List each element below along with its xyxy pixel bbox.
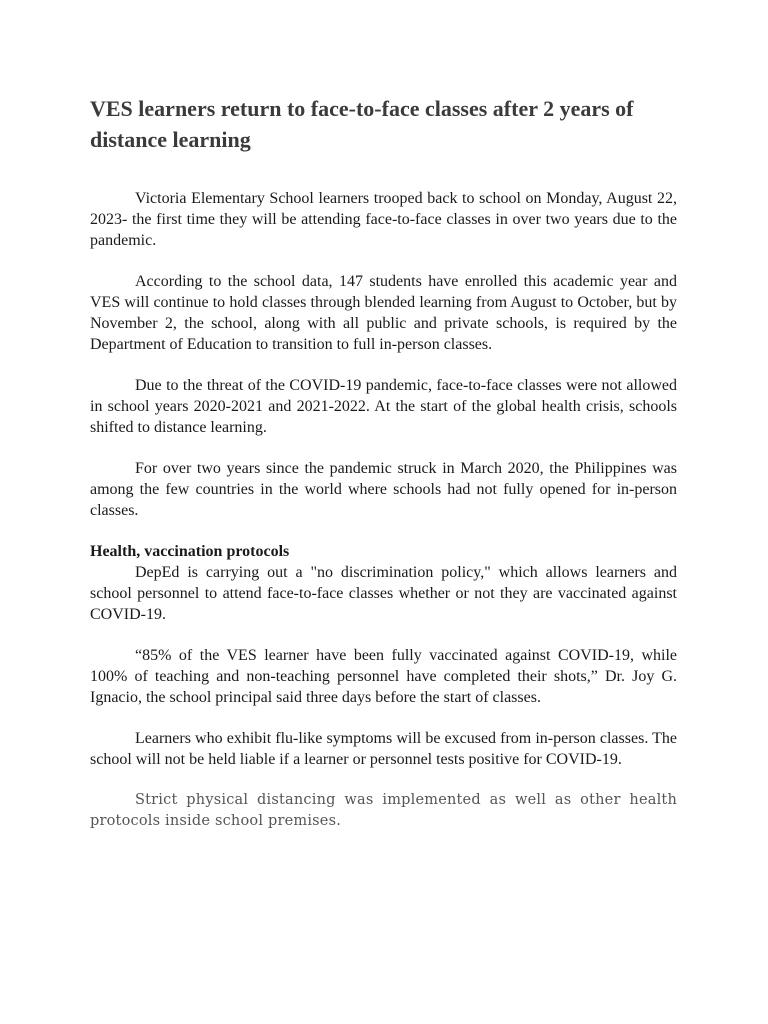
article-title: VES learners return to face-to-face classes after 2 years of distance learning	[90, 96, 634, 152]
paragraph-4: For over two years since the pandemic struck in March 2020, the Philippines was among the few countries in the world where schools had not fully opened for in-person classes.	[90, 460, 677, 519]
document-page	[90, 93, 677, 852]
section-paragraph-4: Strict physical distancing was implemented as well as other health protocols inside school premises.	[90, 792, 677, 829]
section-paragraph-3: Learners who exhibit flu-like symptoms will be excused from in-person classes. The school will not be held liable if a learner or personnel tests positive for COVID-19.	[90, 730, 677, 768]
section-heading: Health, vaccination protocols	[90, 543, 290, 560]
paragraph-2: According to the school data, 147 students have enrolled this academic year and VES will continue to hold classes through blended learning from August to October, but by November 2, the school, along with all public and private schools, is required by the Department of Education to transition to full in-person classes.	[90, 273, 677, 353]
section-paragraph-2: “85% of the VES learner have been fully vaccinated against COVID-19, while 100% of teaching and non-teaching personnel have completed their shots,” Dr. Joy G. Ignacio, the school principal said three days before the start of classes.	[90, 647, 677, 706]
section-paragraph-1: DepEd is carrying out a "no discrimination policy," which allows learners and school personnel to attend face-to-face classes whether or not they are vaccinated against COVID-19.	[90, 564, 677, 623]
paragraph-3: Due to the threat of the COVID-19 pandemic, face-to-face classes were not allowed in school years 2020-2021 and 2021-2022. At the start of the global health crisis, schools shifted to distance learning.	[90, 377, 677, 436]
paragraph-1: Victoria Elementary School learners trooped back to school on Monday, August 22, 2023- the first time they will be attending face-to-face classes in over two years due to the pandemic.	[90, 190, 677, 249]
